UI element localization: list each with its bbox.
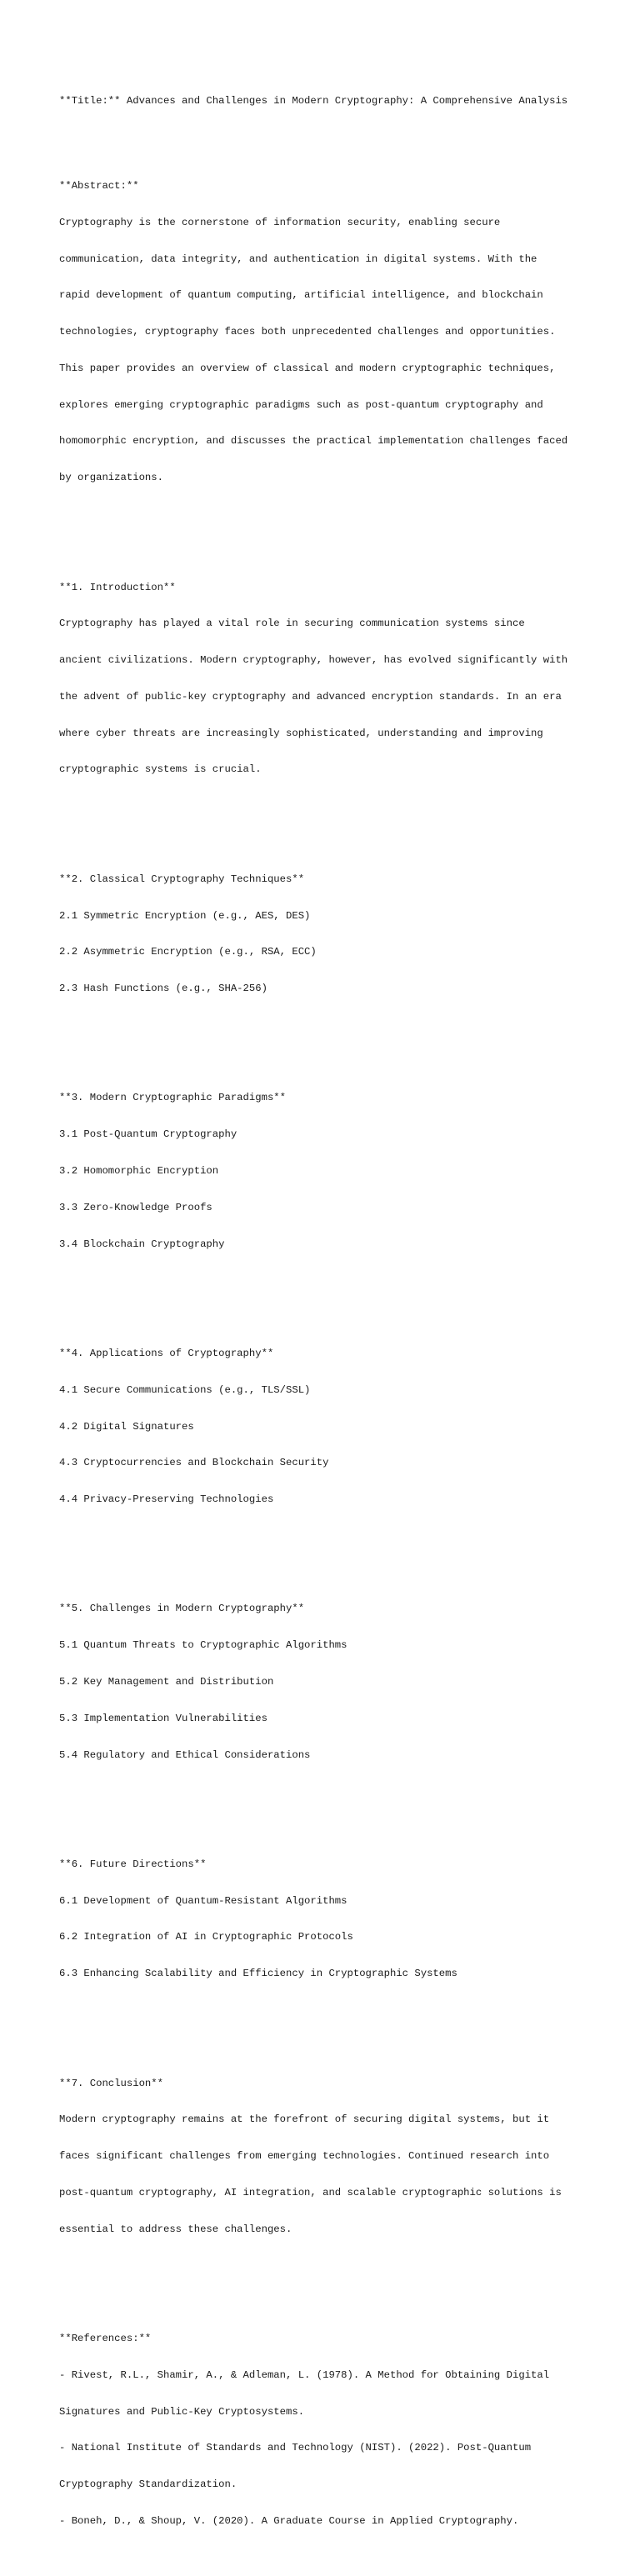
section-heading-conclusion: **7. Conclusion** xyxy=(59,2077,163,2089)
reference-line: - Boneh, D., & Shoup, V. (2020). A Graduate Course in Applied Cryptography. xyxy=(59,2514,519,2527)
conclusion-line: faces significant challenges from emerging technologies. Continued research into xyxy=(59,2150,550,2163)
introduction-line: cryptographic systems is crucial. xyxy=(59,763,262,776)
conclusion-line: essential to address these challenges. xyxy=(59,2223,292,2235)
list-item: 5.2 Key Management and Distribution xyxy=(59,1675,274,1688)
document-page xyxy=(59,58,592,2576)
reference-line: Signatures and Public-Key Cryptosystems. xyxy=(59,2405,305,2418)
section-applications xyxy=(59,1323,592,1530)
list-item: 6.3 Enhancing Scalability and Efficiency in Cryptographic Systems xyxy=(59,1968,458,1980)
section-abstract xyxy=(59,156,592,508)
list-item: 6.2 Integration of AI in Cryptographic Protocols xyxy=(59,1931,353,1943)
section-heading-applications: **4. Applications of Cryptography** xyxy=(59,1347,274,1359)
abstract-line: explores emerging cryptographic paradigms such as post-quantum cryptography and xyxy=(59,398,543,411)
section-heading-introduction: **1. Introduction** xyxy=(59,581,176,593)
abstract-line: This paper provides an overview of classical and modern cryptographic techniques, xyxy=(59,362,556,374)
section-classical-techniques xyxy=(59,849,592,1019)
section-heading-references: **References:** xyxy=(59,2333,152,2345)
introduction-line: the advent of public-key cryptography and advanced encryption standards. In an era xyxy=(59,690,562,703)
list-item: 4.2 Digital Signatures xyxy=(59,1420,194,1433)
abstract-line: by organizations. xyxy=(59,472,163,484)
list-item: 6.1 Development of Quantum-Resistant Algorithms xyxy=(59,1894,348,1907)
section-conclusion xyxy=(59,2053,592,2259)
list-item: 2.1 Symmetric Encryption (e.g., AES, DES) xyxy=(59,909,311,922)
conclusion-line: Modern cryptography remains at the forefront of securing digital systems, but it xyxy=(59,2113,550,2126)
abstract-line: Cryptography is the cornerstone of information security, enabling secure xyxy=(59,216,501,228)
list-item: 2.3 Hash Functions (e.g., SHA-256) xyxy=(59,983,268,995)
section-heading-paradigms: **3. Modern Cryptographic Paradigms** xyxy=(59,1092,286,1104)
section-modern-paradigms xyxy=(59,1068,592,1274)
list-item: 4.4 Privacy-Preserving Technologies xyxy=(59,1493,274,1506)
list-item: 2.2 Asymmetric Encryption (e.g., RSA, ECC) xyxy=(59,946,317,958)
section-future-directions xyxy=(59,1834,592,2004)
abstract-line: homomorphic encryption, and discusses the practical implementation challenges faced xyxy=(59,435,568,448)
list-item: 4.1 Secure Communications (e.g., TLS/SSL) xyxy=(59,1383,311,1396)
list-item: 4.3 Cryptocurrencies and Blockchain Security xyxy=(59,1457,329,1469)
document-title: **Title:** Advances and Challenges in Modern Cryptography: A Comprehensive Analysis xyxy=(59,94,568,107)
reference-line: - National Institute of Standards and Technology (NIST). (2022). Post-Quantum xyxy=(59,2442,532,2454)
list-item: 3.2 Homomorphic Encryption xyxy=(59,1165,219,1178)
abstract-line: rapid development of quantum computing, artificial intelligence, and blockchain xyxy=(59,289,543,302)
section-challenges xyxy=(59,1578,592,1785)
section-heading-abstract: **Abstract:** xyxy=(59,179,139,192)
list-item: 3.4 Blockchain Cryptography xyxy=(59,1238,225,1250)
reference-line: Cryptography Standardization. xyxy=(59,2478,238,2491)
list-item: 5.1 Quantum Threats to Cryptographic Algorithms xyxy=(59,1639,348,1652)
section-heading-classical: **2. Classical Cryptography Techniques** xyxy=(59,873,305,885)
introduction-line: ancient civilizations. Modern cryptography, however, has evolved significantly with xyxy=(59,654,568,667)
introduction-line: where cyber threats are increasingly sophisticated, understanding and improving xyxy=(59,727,543,739)
conclusion-line: post-quantum cryptography, AI integration, and scalable cryptographic solutions is xyxy=(59,2186,562,2198)
abstract-line: technologies, cryptography faces both unprecedented challenges and opportunities. xyxy=(59,326,556,338)
list-item: 5.4 Regulatory and Ethical Considerations xyxy=(59,1748,311,1761)
section-heading-challenges: **5. Challenges in Modern Cryptography** xyxy=(59,1603,305,1615)
list-item: 5.3 Implementation Vulnerabilities xyxy=(59,1712,268,1724)
reference-line: - Rivest, R.L., Shamir, A., & Adleman, L. (1978). A Method for Obtaining Digital xyxy=(59,2368,550,2381)
introduction-line: Cryptography has played a vital role in securing communication systems since xyxy=(59,618,525,630)
abstract-line: communication, data integrity, and authentication in digital systems. With the xyxy=(59,253,538,265)
list-item: 3.1 Post-Quantum Cryptography xyxy=(59,1128,238,1141)
section-heading-future: **6. Future Directions** xyxy=(59,1858,207,1870)
list-item: 3.3 Zero-Knowledge Proofs xyxy=(59,1201,212,1213)
section-references xyxy=(59,2308,592,2552)
section-introduction xyxy=(59,557,592,800)
